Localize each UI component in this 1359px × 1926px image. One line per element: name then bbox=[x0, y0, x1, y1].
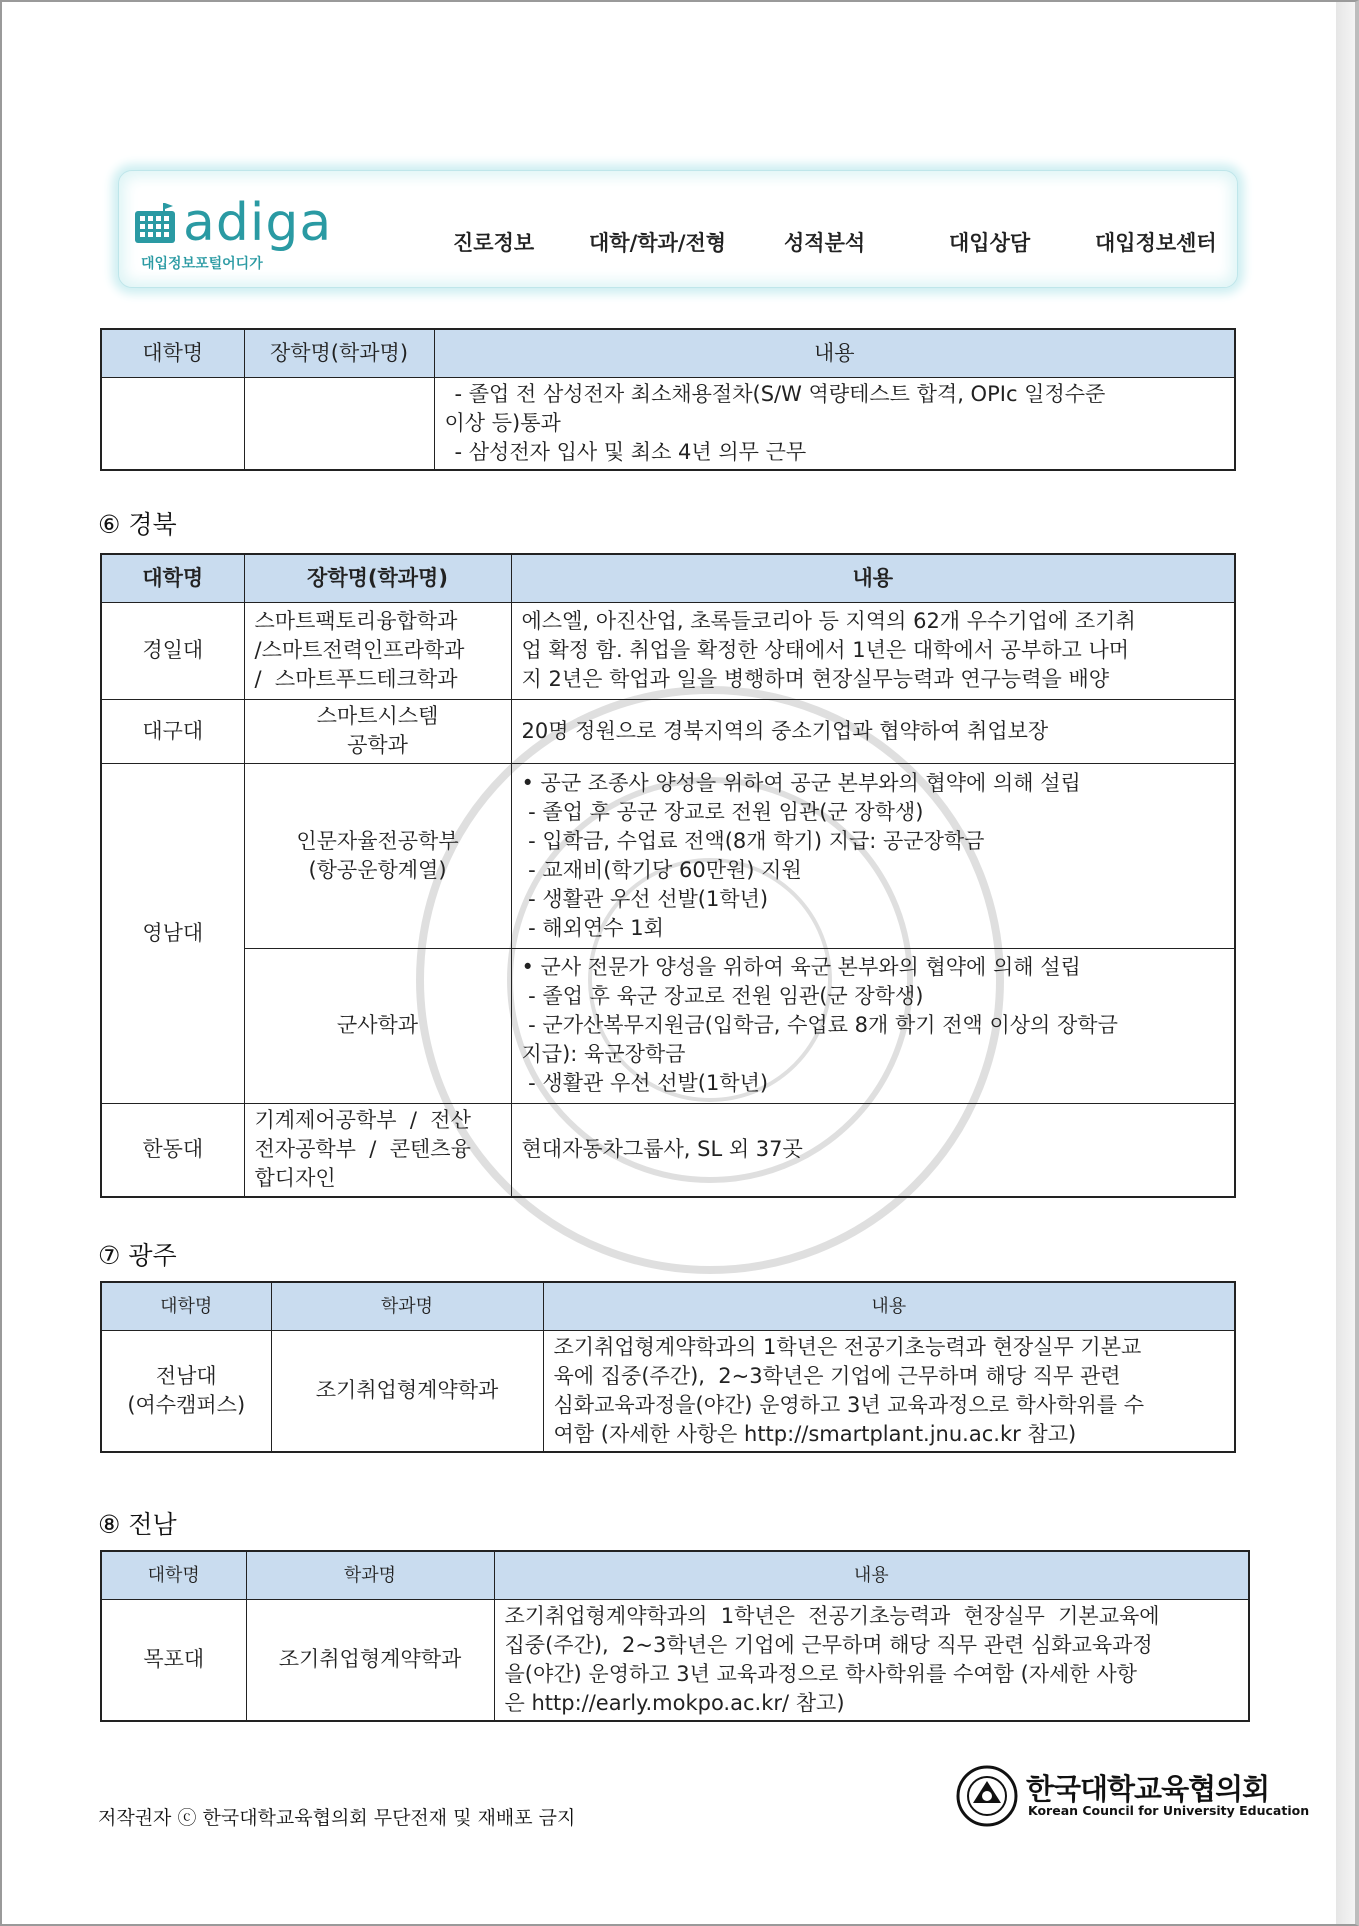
table-row bbox=[101, 699, 1235, 763]
cell-program: 군사학과 bbox=[244, 948, 511, 1103]
cell-university: 대구대 bbox=[101, 699, 244, 763]
section-title-jeonnam: ⑧ 전남 bbox=[98, 1510, 177, 1539]
adiga-header-banner bbox=[118, 170, 1238, 288]
cell-content: 조기취업형계약학과의 1학년은 전공기초능력과 현장실무 기본교육에 집중(주간), 2~3학년은 기업에 근무하며 해당 직무 관련 심화교육과정 을(야간) 운영하고 3년 교육과정으로 학사학위를 수여함 (자세한 사항 은 http://early.mokpo.ac.kr/ 참고) bbox=[494, 1599, 1249, 1721]
header-university: 대학명 bbox=[101, 554, 244, 602]
table-header-row bbox=[101, 329, 1235, 377]
header-content: 내용 bbox=[511, 554, 1235, 602]
nav-info-center[interactable]: 대입정보센터 bbox=[1095, 231, 1217, 255]
nav-grade-analysis[interactable]: 성적분석 bbox=[784, 231, 866, 255]
cell-department: 조기취업형계약학과 bbox=[246, 1599, 494, 1721]
section-title-gwangju: ⑦ 광주 bbox=[98, 1241, 177, 1270]
kcue-name-korean: 한국대학교육협의회 bbox=[1026, 1772, 1270, 1806]
cell-university: 목포대 bbox=[101, 1599, 246, 1721]
table-header-row bbox=[101, 1551, 1249, 1599]
cell-university: 한동대 bbox=[101, 1103, 244, 1197]
adiga-logo[interactable] bbox=[133, 193, 343, 273]
header-scholarship: 장학명(학과명) bbox=[244, 554, 511, 602]
table-row bbox=[101, 1330, 1235, 1452]
nav-career-info[interactable]: 진로정보 bbox=[453, 231, 535, 255]
header-content: 내용 bbox=[494, 1551, 1249, 1599]
table-row bbox=[101, 763, 1235, 948]
cell-program: 인문자율전공학부 (항공운항계열) bbox=[244, 763, 511, 948]
cell-university: 영남대 bbox=[101, 763, 244, 1103]
continued-table bbox=[100, 328, 1236, 471]
kcue-logo bbox=[956, 1765, 1310, 1827]
table-row bbox=[101, 1599, 1249, 1721]
header-university: 대학명 bbox=[101, 329, 244, 377]
header-department: 학과명 bbox=[271, 1282, 543, 1330]
cell-department: 조기취업형계약학과 bbox=[271, 1330, 543, 1452]
cell-content: 현대자동차그룹사, SL 외 37곳 bbox=[511, 1103, 1235, 1197]
header-content: 내용 bbox=[434, 329, 1235, 377]
header-university: 대학명 bbox=[101, 1282, 271, 1330]
header-department: 학과명 bbox=[246, 1551, 494, 1599]
jeonnam-table bbox=[100, 1550, 1250, 1722]
section-title-gyeongbuk: ⑥ 경북 bbox=[98, 510, 177, 539]
table-row bbox=[101, 377, 1235, 470]
cell-program: 기계제어공학부 / 전산 전자공학부 / 콘텐츠융 합디자인 bbox=[244, 1103, 511, 1197]
cell-content: 20명 정원으로 경북지역의 중소기업과 협약하여 취업보장 bbox=[511, 699, 1235, 763]
table-row bbox=[101, 602, 1235, 699]
kcue-name-english: Korean Council for University Education bbox=[1028, 1803, 1310, 1818]
header-university: 대학명 bbox=[101, 1551, 246, 1599]
table-row bbox=[101, 948, 1235, 1103]
table-header-row bbox=[101, 1282, 1235, 1330]
cell-content: • 공군 조종사 양성을 위하여 공군 본부와의 협약에 의해 설립 - 졸업 후 공군 장교로 전원 임관(군 장학생) - 입학금, 수업료 전액(8개 학기) 지급: 공군장학금 - 교재비(학기당 60만원) 지원 - 생활관 우선 선발(1학년) - 해외연수 1회 bbox=[511, 763, 1235, 948]
copyright-notice: 저작권자 ⓒ 한국대학교육협의회 무단전재 및 재배포 금지 bbox=[98, 1807, 576, 1829]
cell-university: 경일대 bbox=[101, 602, 244, 699]
table-header-row bbox=[101, 554, 1235, 602]
cell-content: - 졸업 전 삼성전자 최소채용절차(S/W 역량테스트 합격, OPIc 일정수준 이상 등)통과 - 삼성전자 입사 및 최소 4년 의무 근무 bbox=[434, 377, 1235, 470]
cell-program bbox=[244, 377, 434, 470]
gwangju-table bbox=[100, 1281, 1236, 1453]
table-row bbox=[101, 1103, 1235, 1197]
header-scholarship: 장학명(학과명) bbox=[244, 329, 434, 377]
kcue-seal-icon bbox=[956, 1765, 1018, 1827]
cell-university bbox=[101, 377, 244, 470]
nav-university-admission[interactable]: 대학/학과/전형 bbox=[589, 231, 727, 255]
cell-content: 조기취업형계약학과의 1학년은 전공기초능력과 현장실무 기본교 육에 집중(주간), 2~3학년은 기업에 근무하며 해당 직무 관련 심화교육과정을(야간) 운영하고 3년 교육과정으로 학사학위를 수 여함 (자세한 사항은 http://smartplant.jnu.ac.kr 참고) bbox=[543, 1330, 1235, 1452]
logo-subtitle: 대입정보포털어디가 bbox=[141, 256, 263, 272]
cell-university: 전남대 (여수캠퍼스) bbox=[101, 1330, 271, 1452]
nav-admission-counsel[interactable]: 대입상담 bbox=[949, 231, 1031, 255]
cell-content: 에스엘, 아진산업, 초록들코리아 등 지역의 62개 우수기업에 조기취 업 확정 함. 취업을 확정한 상태에서 1년은 대학에서 공부하고 나머 지 2년은 학업과 일을 병행하며 현장실무능력과 연구능력을 배양 bbox=[511, 602, 1235, 699]
cell-program: 스마트시스템 공학과 bbox=[244, 699, 511, 763]
logo-wordmark: adiga bbox=[183, 193, 333, 253]
building-icon bbox=[133, 203, 177, 247]
cell-content: • 군사 전문가 양성을 위하여 육군 본부와의 협약에 의해 설립 - 졸업 후 육군 장교로 전원 임관(군 장학생) - 군가산복무지원금(입학금, 수업료 8개 학기 전액 이상의 장학금 지급): 육군장학금 - 생활관 우선 선발(1학년) bbox=[511, 948, 1235, 1103]
cell-program: 스마트팩토리융합학과 /스마트전력인프라학과 / 스마트푸드테크학과 bbox=[244, 602, 511, 699]
header-content: 내용 bbox=[543, 1282, 1235, 1330]
gyeongbuk-table bbox=[100, 553, 1236, 1198]
